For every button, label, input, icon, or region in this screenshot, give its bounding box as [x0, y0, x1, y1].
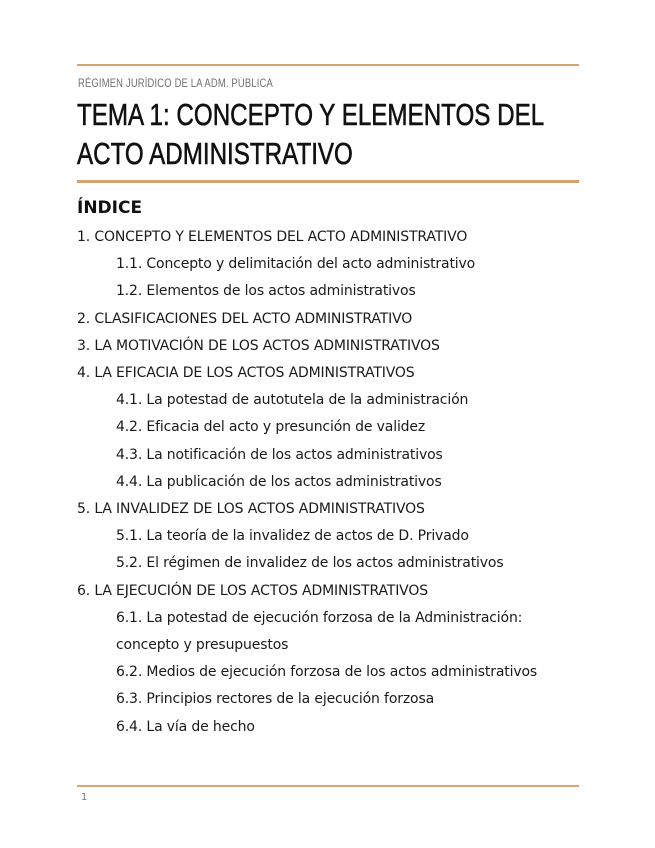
title-divider — [77, 180, 579, 183]
toc-subitem[interactable]: 1.2. Elementos de los actos administrativos — [116, 283, 416, 300]
table-of-contents — [0, 224, 655, 741]
toc-item[interactable]: 6. LA EJECUCIÓN DE LOS ACTOS ADMINISTRATIVOS — [77, 582, 428, 599]
toc-subitem[interactable]: 1.1. Concepto y delimitación del acto administrativo — [116, 256, 476, 273]
toc-item[interactable]: 2. CLASIFICACIONES DEL ACTO ADMINISTRATIVO — [77, 310, 413, 327]
toc-item[interactable]: 4. LA EFICACIA DE LOS ACTOS ADMINISTRATIVOS — [77, 365, 415, 382]
footer-divider — [77, 785, 579, 787]
toc-subitem[interactable]: 6.1. La potestad de ejecución forzosa de la Administración: concepto y presupuestos — [116, 609, 523, 654]
toc-subitem[interactable]: 6.2. Medios de ejecución forzosa de los actos administrativos — [116, 664, 538, 681]
top-divider — [77, 64, 579, 66]
toc-subitem[interactable]: 4.2. Eficacia del acto y presunción de validez — [116, 419, 426, 436]
toc-subitem[interactable]: 4.1. La potestad de autotutela de la administración — [116, 392, 469, 409]
index-heading: ÍNDICE — [77, 198, 143, 218]
toc-item[interactable]: 1. CONCEPTO Y ELEMENTOS DEL ACTO ADMINISTRATIVO — [77, 229, 468, 245]
toc-subitem[interactable]: 4.4. La publicación de los actos administrativos — [116, 473, 442, 490]
page-title: TEMA 1: CONCEPTO Y ELEMENTOS DEL ACTO ADMINISTRATIVO — [77, 97, 544, 171]
page-number: 1 — [81, 792, 88, 803]
toc-subitem[interactable]: 5.1. La teoría de la invalidez de actos de D. Privado — [116, 528, 469, 545]
document-kicker: RÉGIMEN JURÍDICO DE LA ADM. PÚBLICA — [78, 78, 273, 90]
toc-item[interactable]: 3. LA MOTIVACIÓN DE LOS ACTOS ADMINISTRATIVOS — [77, 337, 440, 354]
toc-item[interactable]: 5. LA INVALIDEZ DE LOS ACTOS ADMINISTRATIVOS — [77, 501, 425, 518]
toc-subitem[interactable]: 6.4. La vía de hecho — [116, 718, 255, 735]
toc-subitem[interactable]: 5.2. El régimen de invalidez de los actos administrativos — [116, 555, 504, 572]
toc-subitem[interactable]: 4.3. La notificación de los actos administrativos — [116, 446, 443, 463]
toc-subitem[interactable]: 6.3. Principios rectores de la ejecución forzosa — [116, 691, 435, 708]
